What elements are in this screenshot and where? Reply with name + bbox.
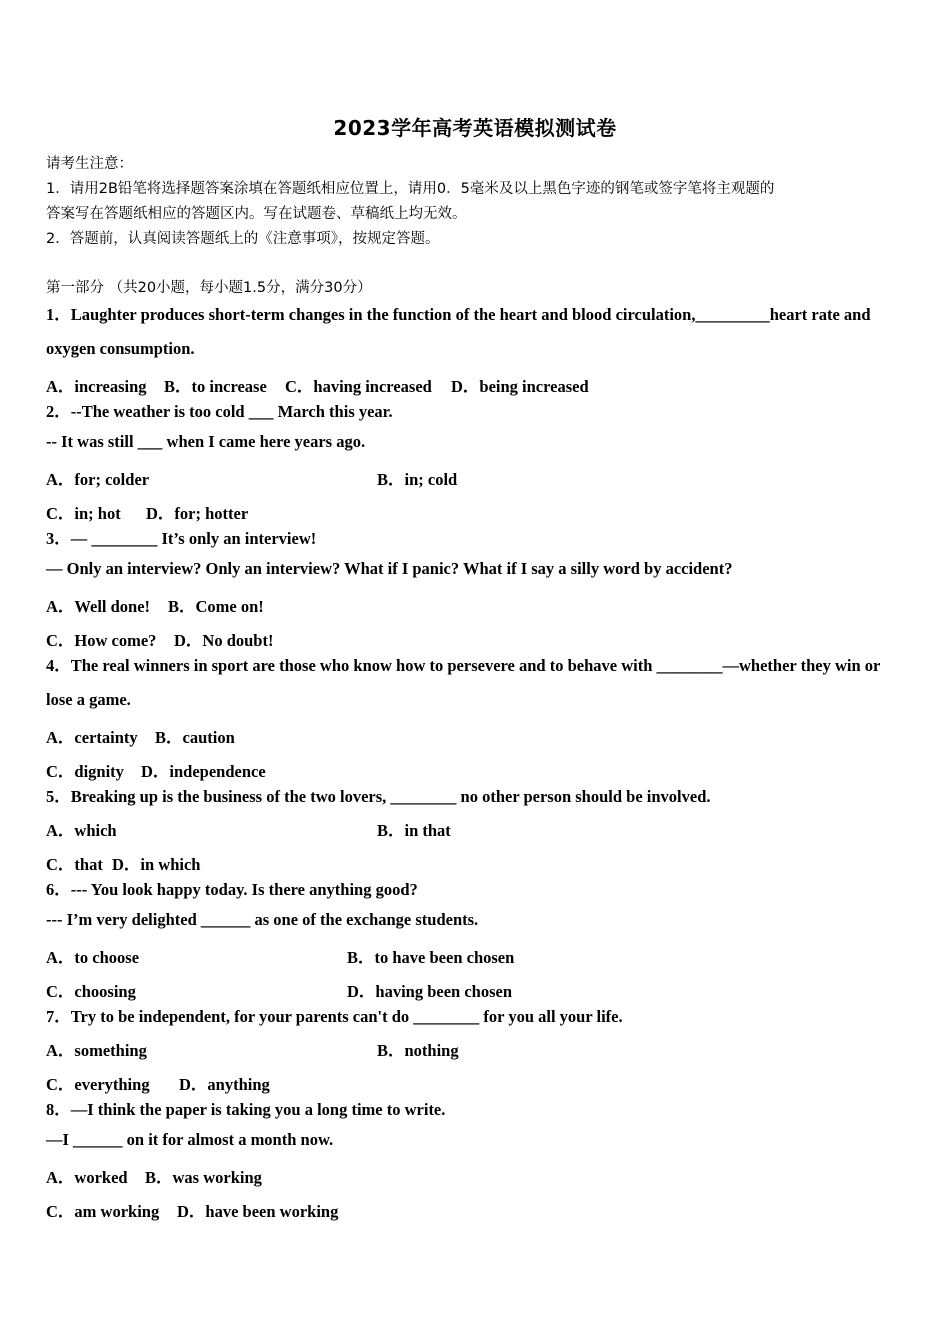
question-8-stem-line-1: 8．—I think the paper is taking you a long time to write. <box>46 1100 446 1119</box>
question-2-stem-line-1: 2．--The weather is too cold ___ March this year. <box>46 402 393 421</box>
question-6-option-b[interactable]: B．to have been chosen <box>347 948 515 967</box>
question-1-option-b[interactable]: B．to increase <box>164 377 267 396</box>
question-7-option-b[interactable]: B．nothing <box>377 1041 459 1060</box>
question-4-option-b[interactable]: B．caution <box>155 728 235 747</box>
question-4-stem-line-2: lose a game. <box>46 690 131 709</box>
question-3-option-b[interactable]: B．Come on! <box>168 597 264 616</box>
question-6-option-d[interactable]: D．having been chosen <box>347 982 513 1001</box>
question-4-option-d[interactable]: D．independence <box>141 762 266 781</box>
question-1-option-a[interactable]: A．increasing <box>46 377 147 396</box>
question-1-stem-line-2: oxygen consumption. <box>46 339 195 358</box>
question-8-option-d[interactable]: D．have been working <box>177 1202 339 1221</box>
question-2-option-b[interactable]: B．in; cold <box>377 470 458 489</box>
question-6-stem-line-2: --- I’m very delighted ______ as one of the exchange students. <box>46 910 479 929</box>
question-5-option-d[interactable]: D．in which <box>112 855 201 874</box>
question-4-option-a[interactable]: A．certainty <box>46 728 138 747</box>
question-4-option-c[interactable]: C．dignity <box>46 762 124 781</box>
question-1-stem-line-1: 1．Laughter produces short-term changes in the function of the heart and blood circulation,_________heart rate and <box>46 305 871 324</box>
question-6-option-c[interactable]: C．choosing <box>46 982 136 1001</box>
exam-title: 2023学年高考英语模拟测试卷 <box>333 116 617 140</box>
question-6-stem-line-1: 6．--- You look happy today. Is there anything good? <box>46 880 418 899</box>
question-3-stem-line-1: 3．— ________ It’s only an interview! <box>46 529 317 548</box>
question-1-option-c[interactable]: C．having increased <box>285 377 432 396</box>
section-heading: 第一部分 （共20小题，每小题1.5分，满分30分） <box>46 280 372 296</box>
question-3-option-c[interactable]: C．How come? <box>46 631 157 650</box>
question-4-stem-line-1: 4．The real winners in sport are those who know how to persevere and to behave with ________—whether they win or <box>46 656 881 675</box>
question-5-stem-line-1: 5．Breaking up is the business of the two lovers, ________ no other person should be involved. <box>46 787 711 806</box>
question-1-option-d[interactable]: D．being increased <box>451 377 589 396</box>
question-5-option-c[interactable]: C．that <box>46 855 103 874</box>
notice-line-1: 1．请用2B铅笔将选择题答案涂填在答题纸相应位置上，请用0．5毫米及以上黑色字迹的钢笔或签字笔将主观题的 <box>46 181 775 197</box>
notice-line-3: 2．答题前，认真阅读答题纸上的《注意事项》，按规定答题。 <box>46 231 440 247</box>
question-8-option-a[interactable]: A．worked <box>46 1168 128 1187</box>
question-8-option-c[interactable]: C．am working <box>46 1202 160 1221</box>
question-3-stem-line-2: — Only an interview? Only an interview? What if I panic? What if I say a silly word by accident? <box>46 559 733 578</box>
question-7-option-a[interactable]: A．something <box>46 1041 147 1060</box>
question-5-option-b[interactable]: B．in that <box>377 821 451 840</box>
question-5-option-a[interactable]: A．which <box>46 821 117 840</box>
question-7-stem-line-1: 7．Try to be independent, for your parents can't do ________ for you all your life. <box>46 1007 623 1026</box>
question-2-stem-line-2: -- It was still ___ when I came here years ago. <box>46 432 366 451</box>
question-2-option-d[interactable]: D．for; hotter <box>146 504 249 523</box>
notice-heading: 请考生注意： <box>46 156 133 172</box>
question-7-option-c[interactable]: C．everything <box>46 1075 150 1094</box>
question-2-option-a[interactable]: A．for; colder <box>46 470 150 489</box>
question-7-option-d[interactable]: D．anything <box>179 1075 270 1094</box>
notice-line-2: 答案写在答题纸相应的答题区内。写在试题卷、草稿纸上均无效。 <box>46 206 467 222</box>
question-2-option-c[interactable]: C．in; hot <box>46 504 121 523</box>
question-8-option-b[interactable]: B．was working <box>145 1168 262 1187</box>
question-6-option-a[interactable]: A．to choose <box>46 948 140 967</box>
question-3-option-a[interactable]: A．Well done! <box>46 597 151 616</box>
question-3-option-d[interactable]: D．No doubt! <box>174 631 274 650</box>
question-8-stem-line-2: —I ______ on it for almost a month now. <box>46 1130 334 1149</box>
